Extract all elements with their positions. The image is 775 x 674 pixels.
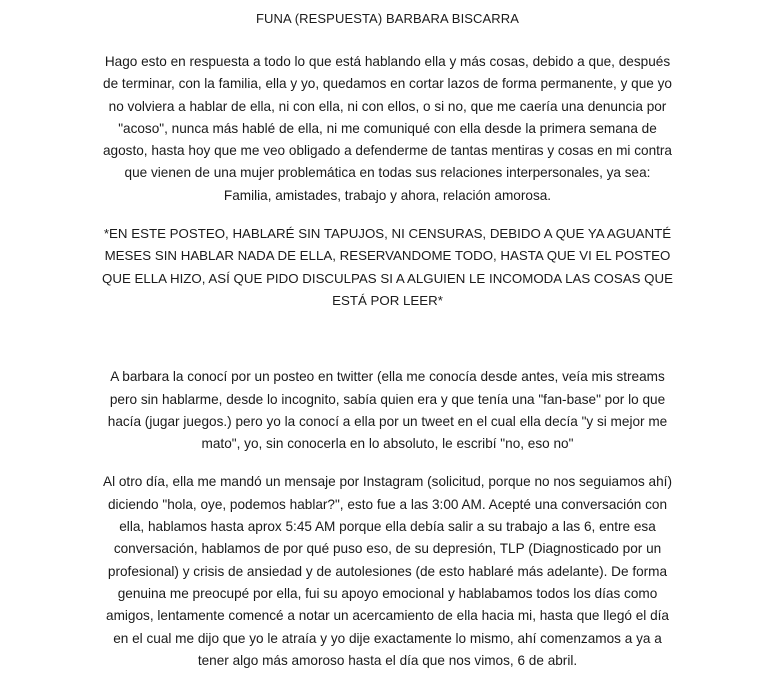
- paragraph-next-day: Al otro día, ella me mandó un mensaje por Instagram (solicitud, porque no nos seguiamos ahí) diciendo "hola, oye, podemos hablar?", esto fue a las 3:00 AM. Acepté una conversación con ella, hablamos hasta aprox 5:45 AM porque ella debía salir a su trabajo a las 6, entre esa conversación, hablamos de por qué puso eso, de su depresión, TLP (Diagnosticado por un profesional) y crisis de ansiedad y de autolesiones (de esto hablaré más adelante). De forma genuina me preocupé por ella, fui su apoyo emocional y hablabamos todos los días como amigos, lentamente comencé a notar un acercamiento de ella hacia mi, hasta que llegó el día en el cual me dijo que yo le atraía y yo dije exactamente lo mismo, ahí comenzamos a ya a tener algo más amoroso hasta el día que nos vimos, 6 de abril.: [103, 474, 672, 668]
- paragraph-disclaimer: *EN ESTE POSTEO, HABLARÉ SIN TAPUJOS, NI CENSURAS, DEBIDO A QUE YA AGUANTÉ MESES SIN HABLAR NADA DE ELLA, RESERVANDOME TODO, HASTA QUE VI EL POSTEO QUE ELLA HIZO, ASÍ QUE PIDO DISCULPAS SI A ALGUIEN LE INCOMODA LAS COSAS QUE ESTÁ POR LEER*: [102, 226, 673, 308]
- document-page: [100, 0, 675, 672]
- paragraph-how-we-met: A barbara la conocí por un posteo en twitter (ella me conocía desde antes, veía mis streams pero sin hablarme, desde lo incognito, sabía quien era y que tenía una "fan-base" por lo que hacía (jugar juegos.) pero yo la conocí a ella por un tweet en el cual ella decía "y si mejor me mato", yo, sin conocerla en lo absoluto, le escribí "no, eso no": [107, 369, 668, 452]
- paragraph-intro: Hago esto en respuesta a todo lo que está hablando ella y más cosas, debido a que, después de terminar, con la familia, ella y yo, quedamos en cortar lazos de forma permanente, y que yo no volviera a hablar de ella, ni con ella, ni con ellos, o si no, que me caería una denuncia por "acoso", nunca más hablé de ella, ni me comuniqué con ella desde la primera semana de agosto, hasta hoy que me veo obligado a defenderme de tantas mentiras y cosas en mi contra que vienen de una mujer problemática en todas sus relaciones interpersonales, ya sea: Familia, amistades, trabajo y ahora, relación amorosa.: [102, 54, 672, 203]
- document-title: FUNA (RESPUESTA) BARBARA BISCARRA: [255, 11, 520, 26]
